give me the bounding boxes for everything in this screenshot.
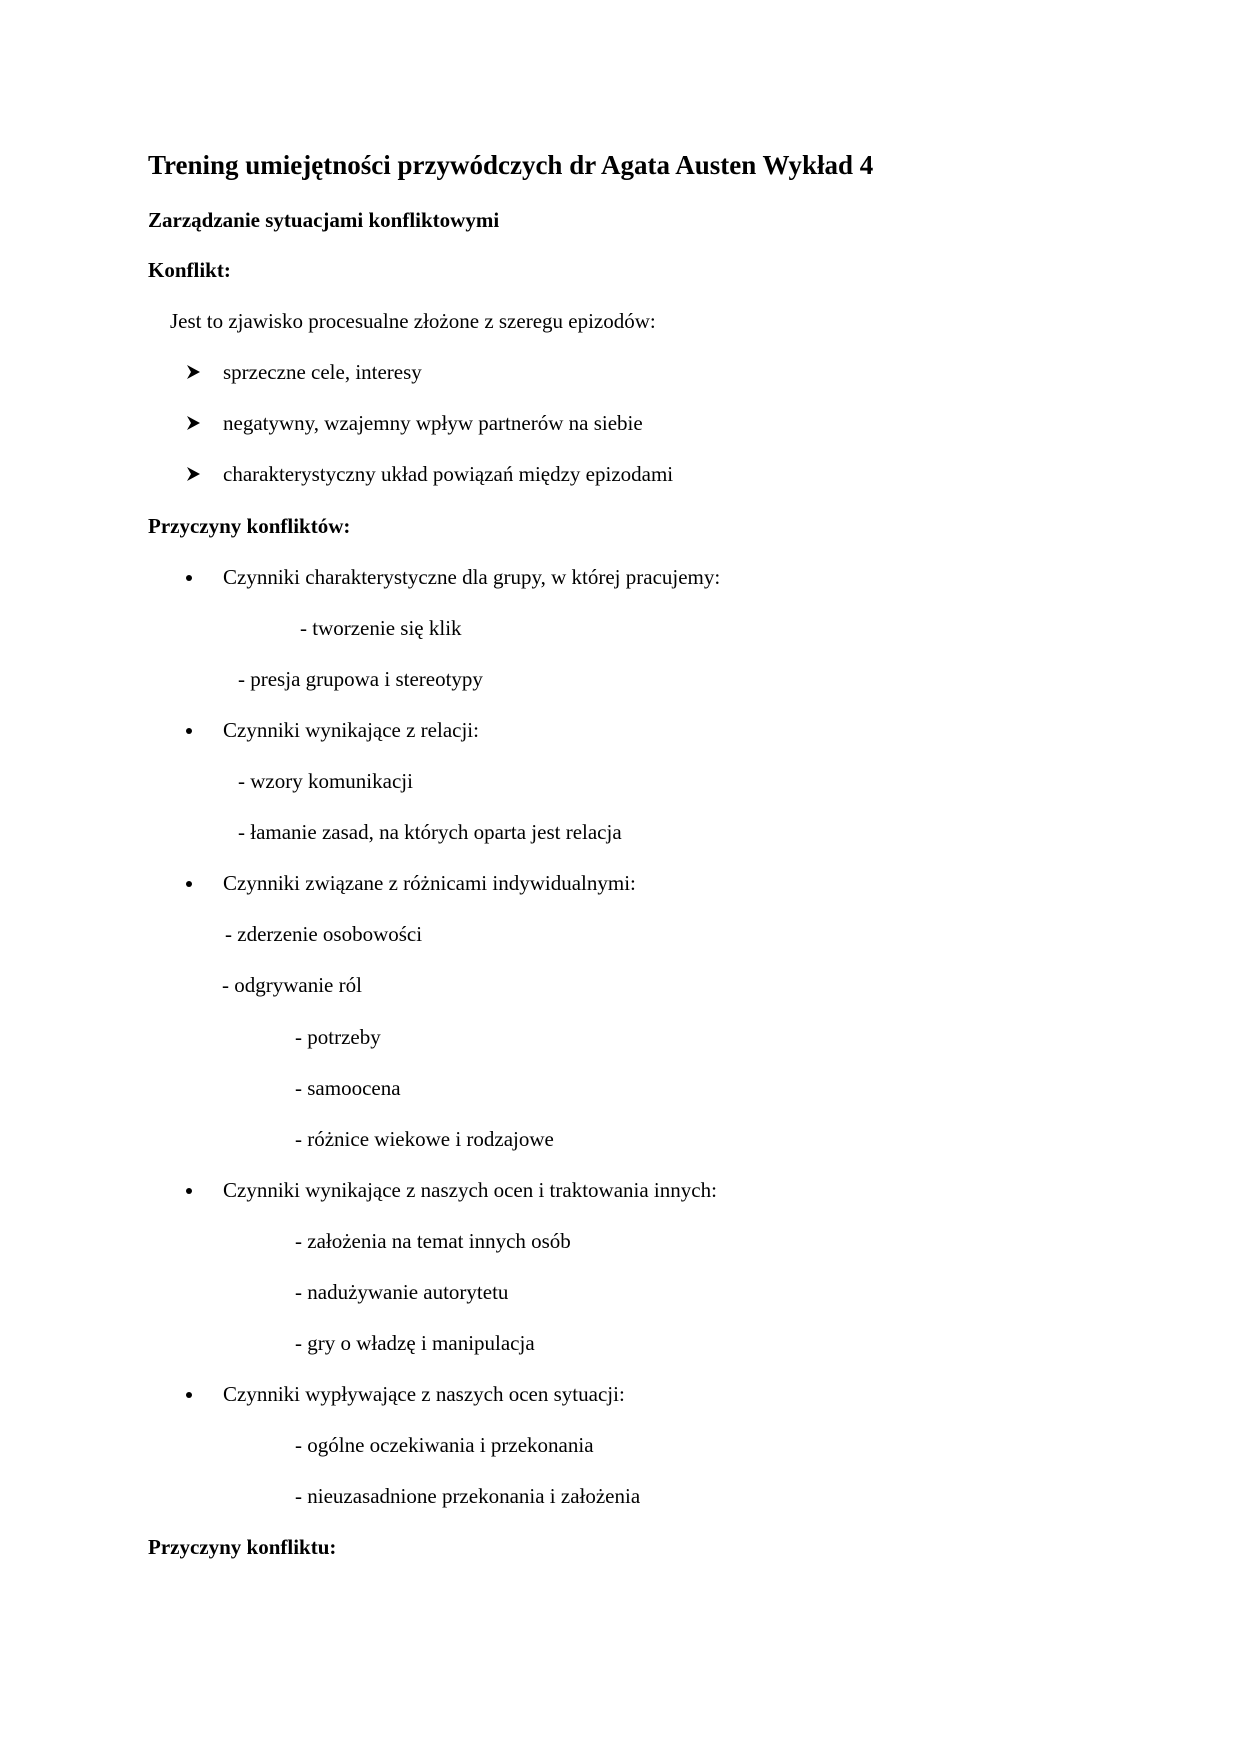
bullet-icon (186, 1392, 192, 1398)
group-subitem: - zderzenie osobowości (225, 922, 423, 946)
group-subitem: - samoocena (295, 1076, 401, 1100)
group-subitem: - ogólne oczekiwania i przekonania (295, 1433, 594, 1457)
group-subitem: - łamanie zasad, na których oparta jest relacja (238, 820, 622, 844)
section-heading: Zarządzanie sytuacjami konfliktowymi (148, 208, 500, 232)
group-subitem: - założenia na temat innych osób (295, 1229, 571, 1253)
arrow-bullet-icon (185, 466, 201, 482)
bullet-icon (186, 728, 192, 734)
bullet-icon (186, 881, 192, 887)
group-label: Czynniki charakterystyczne dla grupy, w której pracujemy: (223, 565, 721, 589)
group-subitem: - odgrywanie ról (222, 973, 362, 997)
konflikt-heading: Konflikt: (148, 258, 231, 282)
konflikt-intro: Jest to zjawisko procesualne złożone z szeregu epizodów: (170, 309, 656, 333)
group-subitem: - potrzeby (295, 1025, 381, 1049)
bullet-icon (186, 1188, 192, 1194)
group-label: Czynniki związane z różnicami indywidualnymi: (223, 871, 636, 895)
document-title: Trening umiejętności przywódczych dr Agata Austen Wykład 4 (148, 150, 874, 180)
group-subitem: - różnice wiekowe i rodzajowe (295, 1127, 554, 1151)
group-label: Czynniki wynikające z relacji: (223, 718, 479, 742)
group-subitem: - tworzenie się klik (300, 616, 462, 640)
bullet-icon (186, 575, 192, 581)
arrow-bullet-icon (185, 364, 201, 380)
przyczyny-heading: Przyczyny konfliktów: (148, 514, 351, 538)
konflikt-item: negatywny, wzajemny wpływ partnerów na siebie (223, 411, 643, 435)
group-label: Czynniki wypływające z naszych ocen sytuacji: (223, 1382, 625, 1406)
final-heading: Przyczyny konfliktu: (148, 1535, 337, 1559)
group-subitem: - nieuzasadnione przekonania i założenia (295, 1484, 641, 1508)
group-subitem: - gry o władzę i manipulacja (295, 1331, 535, 1355)
konflikt-item: sprzeczne cele, interesy (223, 360, 422, 384)
group-label: Czynniki wynikające z naszych ocen i traktowania innych: (223, 1178, 717, 1202)
group-subitem: - nadużywanie autorytetu (295, 1280, 509, 1304)
konflikt-item: charakterystyczny układ powiązań między epizodami (223, 462, 674, 486)
group-subitem: - wzory komunikacji (238, 769, 413, 793)
arrow-bullet-icon (185, 415, 201, 431)
group-subitem: - presja grupowa i stereotypy (238, 667, 483, 691)
